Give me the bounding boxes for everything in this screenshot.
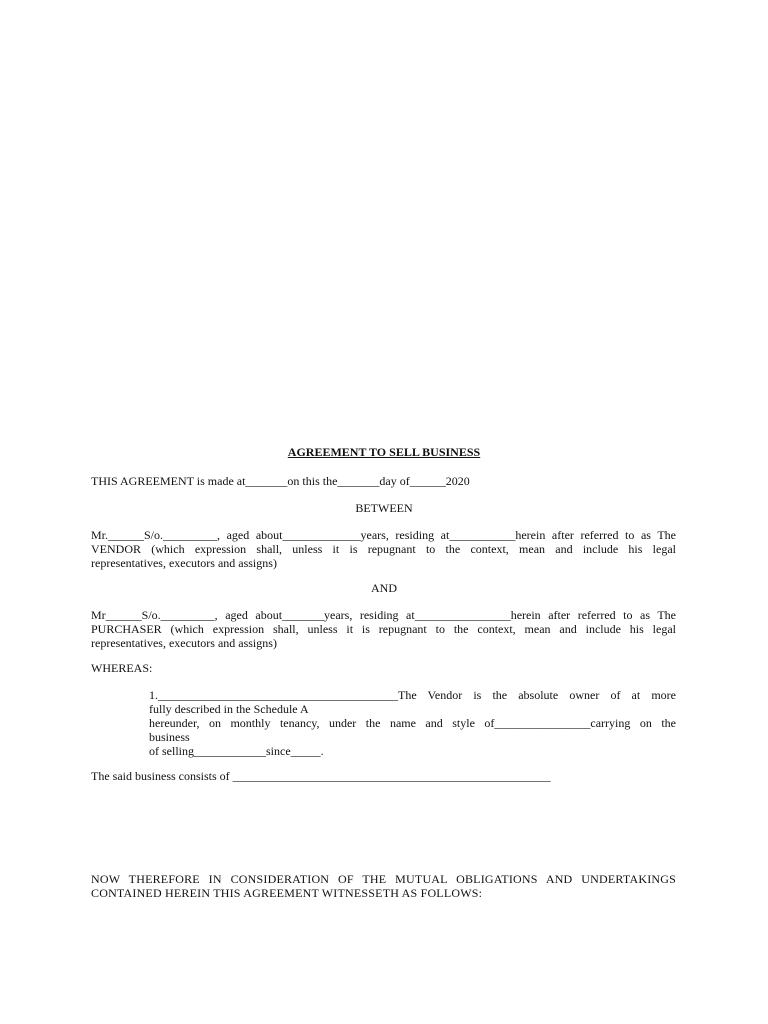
- opening-line: THIS AGREEMENT is made at_______on this the_______day of______2020: [91, 474, 470, 488]
- document-title: AGREEMENT TO SELL BUSINESS: [287, 445, 481, 459]
- recital-line-4: business: [149, 730, 190, 744]
- vendor-line-3: representatives, executors and assigns): [91, 556, 277, 570]
- business-consists-line: The said business consists of _____________________________________________________: [91, 769, 551, 783]
- recital-line-5: of selling____________since_____.: [149, 744, 324, 758]
- between-label: BETWEEN: [355, 501, 413, 515]
- purchaser-line-2: PURCHASER (which expression shall, unless it is repugnant to the context, mean and include his legal: [91, 622, 676, 636]
- recital-line-1: 1.________________________________________The Vendor is the absolute owner of at more: [149, 688, 676, 702]
- purchaser-line-1: Mr______S/o._________, aged about_______years, residing at________________herein after referred to as The: [91, 608, 676, 622]
- vendor-line-1: Mr.______S/o._________, aged about_____________years, residing at___________herein after referred to as The: [91, 528, 676, 542]
- now-therefore-line-2: CONTAINED HEREIN THIS AGREEMENT WITNESSETH AS FOLLOWS:: [91, 886, 483, 900]
- and-label: AND: [371, 581, 397, 595]
- recital-line-3: hereunder, on monthly tenancy, under the name and style of________________carrying on the: [149, 716, 676, 730]
- whereas-label: WHEREAS:: [91, 661, 153, 675]
- purchaser-line-3: representatives, executors and assigns): [91, 636, 277, 650]
- recital-line-2: fully described in the Schedule A: [149, 702, 309, 716]
- vendor-line-2: VENDOR (which expression shall, unless it is repugnant to the context, mean and include his legal: [91, 542, 676, 556]
- now-therefore-line-1: NOW THEREFORE IN CONSIDERATION OF THE MUTUAL OBLIGATIONS AND UNDERTAKINGS: [91, 872, 676, 886]
